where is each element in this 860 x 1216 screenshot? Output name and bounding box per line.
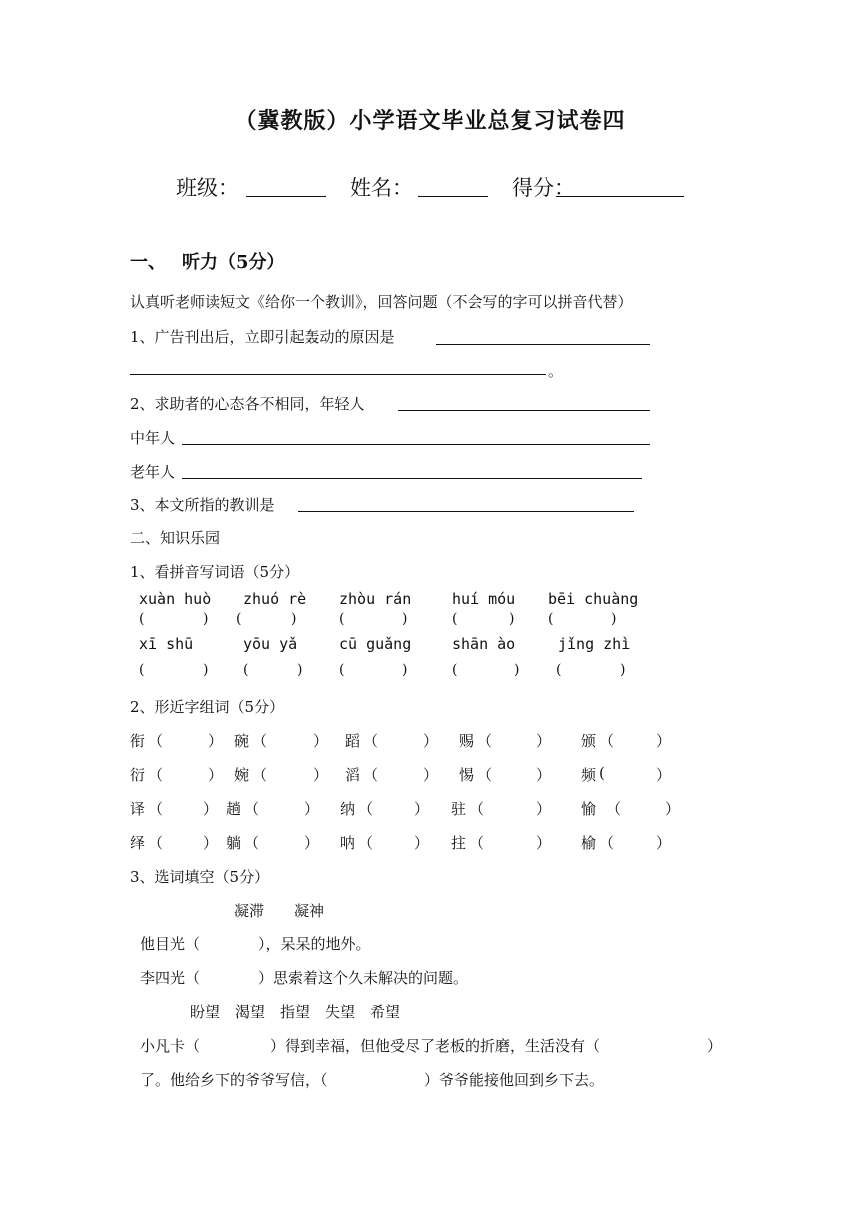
word-options-2: 盼望 渴望 指望 失望 希望 — [190, 1003, 401, 1021]
answer-bracket[interactable]: （ — [599, 732, 615, 750]
pinyin-9: shān ào — [452, 635, 516, 653]
answer-bracket[interactable]: （ — [244, 834, 260, 852]
answer-bracket[interactable]: （ — [252, 766, 268, 784]
answer-bracket[interactable]: ） — [423, 766, 439, 784]
char-item: 频 — [581, 766, 597, 784]
answer-bracket[interactable]: ( — [139, 662, 145, 678]
answer-bracket[interactable]: ) — [203, 611, 209, 627]
pinyin-heading: 1、看拼音写词语（5分） — [130, 563, 300, 581]
char-item: 呐 — [340, 834, 356, 852]
answer-bracket[interactable]: ) — [509, 611, 515, 627]
answer-bracket[interactable]: （ — [477, 732, 493, 750]
char-item: 榆 — [581, 834, 597, 852]
answer-bracket[interactable]: ( — [236, 611, 242, 627]
char-item: 趟 — [226, 800, 242, 818]
answer-bracket[interactable]: ( — [452, 611, 458, 627]
pinyin-1: xuàn huò — [139, 590, 212, 608]
answer-bracket[interactable]: ） — [313, 732, 329, 750]
answer-bracket[interactable]: ） — [536, 732, 552, 750]
answer-bracket[interactable]: ） — [313, 766, 329, 784]
sentence2-end: ）思索着这个久未解决的问题。 — [258, 969, 469, 987]
answer-bracket[interactable]: ) — [402, 662, 408, 678]
char-item: 躺 — [226, 834, 242, 852]
answer-bracket[interactable]: ) — [297, 662, 303, 678]
answer-bracket[interactable]: ） — [203, 834, 219, 852]
answer-bracket[interactable]: ） — [414, 834, 430, 852]
char-item: 衔 — [130, 732, 146, 750]
char-item: 赐 — [459, 732, 475, 750]
answer-bracket[interactable]: （ — [599, 834, 615, 852]
answer-bracket[interactable]: ） — [304, 800, 320, 818]
answer-bracket[interactable]: ( — [548, 611, 554, 627]
pinyin-6: xī shū — [139, 635, 194, 653]
char-item: 蹈 — [345, 732, 361, 750]
answer3-blank[interactable] — [298, 511, 634, 512]
answer-bracket[interactable]: （ — [606, 800, 622, 818]
answer-bracket[interactable]: ) — [291, 611, 297, 627]
answer2-young-blank[interactable] — [398, 410, 650, 411]
sentence4-end: ）爷爷能接他回到乡下去。 — [424, 1071, 605, 1089]
answer-bracket[interactable]: ） — [665, 800, 681, 818]
answer-bracket[interactable]: （ — [477, 766, 493, 784]
answer-bracket[interactable]: ( — [139, 611, 145, 627]
char-item: 婉 — [234, 766, 250, 784]
answer-bracket[interactable]: （ — [469, 834, 485, 852]
answer-bracket[interactable]: （ — [148, 800, 164, 818]
question3: 3、本文所指的教训是 — [130, 496, 275, 514]
answer-bracket[interactable]: ) — [620, 662, 626, 678]
answer-bracket[interactable]: （ — [358, 834, 374, 852]
answer2-middle-blank[interactable] — [182, 444, 650, 445]
answer-bracket[interactable]: ） — [304, 834, 320, 852]
pinyin-3: zhòu rán — [339, 590, 412, 608]
answer-bracket[interactable]: ） — [656, 732, 672, 750]
pinyin-10: jǐng zhì — [558, 635, 631, 653]
answer1-blank-b[interactable] — [130, 374, 546, 375]
answer-bracket[interactable]: ) — [514, 662, 520, 678]
answer-bracket[interactable]: ) — [402, 611, 408, 627]
answer-bracket[interactable]: ） — [656, 834, 672, 852]
pinyin-5: bēi chuàng — [548, 590, 639, 608]
answer-bracket[interactable]: （ — [244, 800, 260, 818]
section1-number: 一、 — [130, 252, 166, 273]
char-item: 颁 — [581, 732, 597, 750]
answer-bracket[interactable]: ） — [414, 800, 430, 818]
section1-heading: 听力（5分） — [182, 252, 285, 273]
answer-bracket[interactable]: ） — [423, 732, 439, 750]
char-item: 拄 — [451, 834, 467, 852]
answer-bracket[interactable]: （ — [252, 732, 268, 750]
answer-bracket[interactable]: （ — [363, 732, 379, 750]
sentence4-start: 了。他给乡下的爷爷写信，（ — [140, 1071, 328, 1089]
section1-intro: 认真听老师读短文《给你一个教训》，回答问题（不会写的字可以拼音代替） — [130, 293, 633, 311]
answer-bracket[interactable]: （ — [358, 800, 374, 818]
score-label: 得分： — [512, 176, 575, 200]
answer-bracket[interactable]: ( — [339, 662, 345, 678]
char-item: 绎 — [130, 834, 146, 852]
pinyin-4: huí móu — [452, 590, 516, 608]
section2-heading: 二、知识乐园 — [130, 529, 221, 547]
char-item: 愉 — [581, 800, 597, 818]
similar-chars-heading: 2、形近字组词（5分） — [130, 698, 285, 716]
name-label: 姓名： — [350, 176, 413, 200]
answer-bracket[interactable]: ( — [599, 764, 605, 782]
answer-bracket[interactable]: ） — [536, 834, 552, 852]
sentence2-start: 李四光（ — [140, 969, 201, 987]
char-item: 碗 — [234, 732, 250, 750]
answer-bracket[interactable]: ） — [536, 800, 552, 818]
answer-bracket[interactable]: ( — [556, 662, 562, 678]
answer2-old-blank[interactable] — [182, 478, 642, 479]
elderly-label: 老年人 — [130, 463, 176, 481]
word-choice-heading: 3、选词填空（5分） — [130, 868, 270, 886]
page-title: （冀教版）小学语文毕业总复习试卷四 — [234, 108, 626, 134]
answer-bracket[interactable]: ( — [452, 662, 458, 678]
sentence3-end: ） — [707, 1037, 723, 1055]
answer-bracket[interactable]: ） — [656, 766, 672, 784]
answer-bracket[interactable]: （ — [363, 766, 379, 784]
question2: 2、求助者的心态各不相同，年轻人 — [130, 395, 365, 413]
answer-bracket[interactable]: ) — [203, 662, 209, 678]
class-blank[interactable] — [246, 196, 326, 197]
char-item: 滔 — [345, 766, 361, 784]
pinyin-2: zhuó rè — [243, 590, 307, 608]
name-blank[interactable] — [418, 196, 488, 197]
answer-bracket[interactable]: ） — [536, 766, 552, 784]
answer-bracket[interactable]: （ — [148, 766, 164, 784]
char-item: 纳 — [340, 800, 356, 818]
answer-bracket[interactable]: ( — [339, 611, 345, 627]
word-options-1: 凝滞 凝神 — [234, 902, 325, 920]
score-blank[interactable] — [556, 196, 684, 197]
char-item: 驻 — [451, 800, 467, 818]
sentence3-mid: ）得到幸福，但他受尽了老板的折磨，生活没有（ — [270, 1037, 601, 1055]
pinyin-8: cū guǎng — [339, 635, 412, 653]
char-item: 衍 — [130, 766, 146, 784]
question1: 1、广告刊出后，立即引起轰动的原因是 — [130, 328, 395, 346]
sentence3-start: 小凡卡（ — [140, 1037, 201, 1055]
answer-bracket[interactable]: ） — [203, 800, 219, 818]
answer-bracket[interactable]: （ — [148, 732, 164, 750]
char-item: 惕 — [459, 766, 475, 784]
sentence1-end: ），呆呆的地外。 — [258, 935, 371, 953]
answer-bracket[interactable]: ） — [208, 766, 224, 784]
answer1-end: 。 — [548, 362, 564, 380]
answer-bracket[interactable]: ） — [208, 732, 224, 750]
middle-aged-label: 中年人 — [130, 429, 176, 447]
answer-bracket[interactable]: ( — [243, 662, 249, 678]
answer-bracket[interactable]: （ — [469, 800, 485, 818]
char-item: 译 — [130, 800, 146, 818]
class-label: 班级： — [176, 176, 239, 200]
answer1-blank-a[interactable] — [436, 344, 650, 345]
pinyin-7: yōu yǎ — [243, 635, 298, 653]
answer-bracket[interactable]: （ — [148, 834, 164, 852]
answer-bracket[interactable]: ) — [611, 611, 617, 627]
sentence1-start: 他目光（ — [140, 935, 201, 953]
